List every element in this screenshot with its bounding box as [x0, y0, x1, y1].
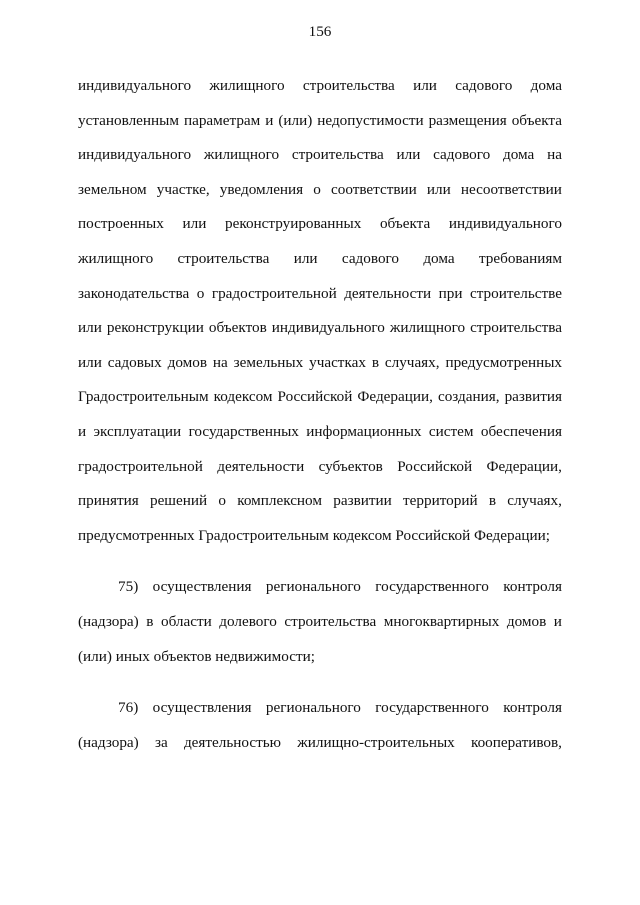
word: или — [78, 319, 102, 337]
word: участке, — [156, 180, 210, 198]
word: соответствии — [330, 180, 417, 198]
word: регионального — [265, 578, 361, 596]
word: объекта — [511, 111, 562, 129]
word: садового — [341, 249, 399, 267]
text-line — [78, 455, 562, 490]
word: строительства — [291, 146, 384, 164]
word: законодательства — [78, 284, 190, 302]
word: предусмотренных — [445, 353, 562, 371]
word: строительства — [284, 612, 377, 630]
text-line — [78, 316, 562, 351]
text-line — [78, 282, 562, 317]
word: садового — [433, 146, 491, 164]
word: недопустимости — [317, 111, 424, 129]
word: принятия — [78, 492, 139, 510]
text-line: (или) иных объектов недвижимости; — [78, 647, 315, 665]
word: Градостроительным — [78, 388, 209, 406]
word: участках — [309, 353, 366, 371]
word: домов — [167, 353, 208, 371]
text-line — [78, 731, 562, 766]
text-line — [78, 109, 562, 144]
word: и — [265, 111, 274, 129]
word: жилищного — [78, 249, 154, 267]
word: информационных — [306, 422, 422, 440]
word: строительства — [177, 249, 270, 267]
word: жилищного — [203, 146, 280, 164]
text-line — [78, 351, 562, 386]
word: о — [313, 180, 321, 198]
word: государственного — [375, 578, 489, 596]
word: в — [488, 492, 497, 510]
word: индивидуального — [271, 319, 385, 337]
word: строительстве — [469, 284, 562, 302]
word: объектов — [208, 319, 267, 337]
paragraph — [78, 74, 562, 558]
text-line: предусмотренных Градостроительным кодексом Российской Федерации; — [78, 526, 550, 544]
word: или — [413, 77, 437, 94]
word: Федерации, — [486, 457, 562, 475]
word: дома — [530, 77, 562, 94]
text-line — [78, 610, 562, 645]
word: осуществления — [152, 578, 252, 596]
word: и — [78, 422, 87, 440]
word: эксплуатации — [93, 422, 182, 440]
word: осуществления — [152, 699, 252, 717]
word: индивидуального — [78, 77, 192, 94]
word: на — [212, 353, 228, 371]
document-body — [78, 74, 562, 765]
page-number: 156 — [308, 23, 332, 40]
word: или — [426, 180, 451, 198]
word: комплексном — [237, 492, 322, 510]
word: размещения — [428, 111, 507, 129]
word: государственного — [375, 699, 489, 717]
word: территорий — [403, 492, 478, 510]
word: жилищно-строительных — [297, 733, 455, 751]
word: деятельности — [217, 457, 305, 475]
text-line — [78, 575, 562, 610]
word: градостроительной — [211, 284, 337, 302]
word: долевого — [219, 612, 277, 630]
word: деятельностью — [183, 733, 282, 751]
word: регионального — [265, 699, 361, 717]
word: установленным — [78, 111, 179, 129]
word: дома — [503, 146, 535, 164]
word: земельных — [233, 353, 304, 371]
word: садовых — [107, 353, 162, 371]
word: субъектов — [318, 457, 383, 475]
word: Российской — [277, 388, 353, 406]
word: создания, — [437, 388, 500, 406]
word: (или) — [278, 111, 313, 129]
word: индивидуального — [78, 146, 192, 164]
word: дома — [423, 249, 455, 267]
word: области — [160, 612, 212, 630]
word: в — [371, 353, 379, 371]
word: или — [182, 215, 207, 233]
word: о — [218, 492, 226, 510]
text-line — [78, 178, 562, 213]
word: обеспечения — [480, 422, 562, 440]
word: уведомления — [219, 180, 304, 198]
paragraph-gap — [78, 679, 562, 696]
text-line — [78, 143, 562, 178]
word: на — [547, 146, 562, 164]
word: 76) — [118, 699, 139, 717]
word: 75) — [118, 578, 139, 596]
word: садового — [455, 77, 513, 94]
text-line — [78, 385, 562, 420]
word: несоответствии — [460, 180, 562, 198]
word: (надзора) — [78, 612, 139, 630]
paragraph — [78, 575, 562, 679]
word: кодексом — [213, 388, 273, 406]
word: реконструированных — [225, 215, 362, 233]
word: строительства — [302, 77, 395, 94]
word: жилищного — [209, 77, 285, 94]
word: строительства — [470, 319, 562, 337]
word: деятельности — [344, 284, 432, 302]
text-line — [78, 212, 562, 247]
text-line — [78, 247, 562, 282]
word: развития — [504, 388, 562, 406]
word: систем — [428, 422, 474, 440]
word: Российской — [397, 457, 473, 475]
word: контроля — [503, 699, 562, 717]
text-line — [78, 74, 562, 109]
word: градостроительной — [78, 457, 203, 475]
word: реконструкции — [106, 319, 204, 337]
paragraph-gap — [78, 558, 562, 575]
word: контроля — [503, 578, 562, 596]
word: жилищного — [389, 319, 466, 337]
word: случаях, — [507, 492, 562, 510]
text-line — [78, 489, 562, 524]
word: развитии — [333, 492, 392, 510]
word: кооперативов, — [470, 733, 562, 751]
word: многоквартирных — [383, 612, 500, 630]
word: о — [196, 284, 205, 302]
word: параметрам — [183, 111, 261, 129]
word: и — [553, 612, 562, 630]
text-line — [78, 420, 562, 455]
word: земельном — [78, 180, 147, 198]
word: решений — [149, 492, 208, 510]
word: или — [78, 353, 102, 371]
word: индивидуального — [448, 215, 562, 233]
word: построенных — [78, 215, 164, 233]
word: при — [438, 284, 463, 302]
word: государственных — [188, 422, 299, 440]
word: Федерации, — [357, 388, 433, 406]
word: или — [396, 146, 421, 164]
word: случаях, — [384, 353, 440, 371]
paragraph — [78, 696, 562, 765]
word: или — [293, 249, 318, 267]
word: в — [146, 612, 154, 630]
word: требованиям — [478, 249, 562, 267]
word: домов — [506, 612, 547, 630]
word: объекта — [379, 215, 431, 233]
word: (надзора) — [78, 733, 139, 751]
word: за — [154, 733, 168, 751]
text-line — [78, 696, 562, 731]
